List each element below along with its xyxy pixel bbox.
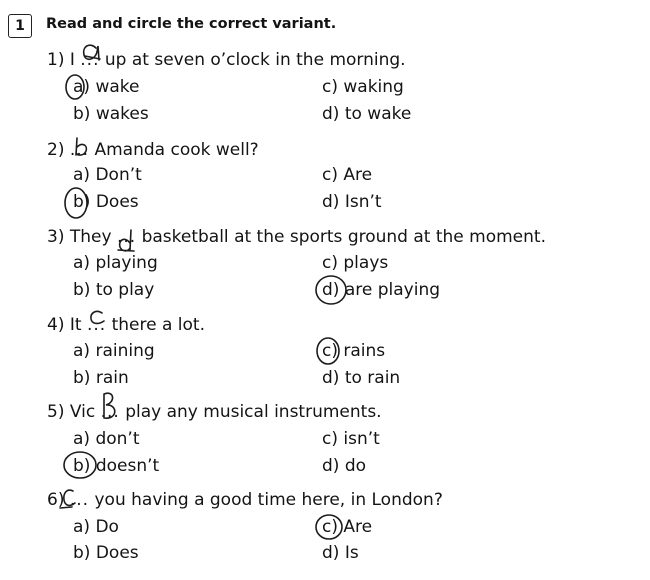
option-1b: b) wakes	[73, 104, 149, 124]
handwritten-letter-c	[60, 490, 75, 508]
answer-circle-2b	[65, 188, 87, 218]
option-2c: c) Are	[322, 165, 373, 185]
option-5c: c) isn’t	[322, 429, 380, 449]
question-text-before: I	[69, 50, 81, 70]
question-number: 1)	[47, 50, 65, 70]
question-text-after: you having a good time here, in London?	[89, 490, 443, 510]
option-5d: d) do	[322, 456, 367, 476]
option-6a: a) Do	[73, 517, 119, 537]
option-1d: d) to wake	[322, 104, 412, 124]
question-number: 4)	[47, 315, 65, 335]
option-5b: b) doesn’t	[73, 456, 160, 476]
question-text-before: They	[69, 227, 117, 247]
question-number: 6)	[47, 490, 65, 510]
option-6b: b) Does	[73, 543, 139, 563]
answer-blank: ...	[86, 315, 107, 335]
handwritten-letter-b	[76, 138, 86, 155]
task-number-badge: 1	[8, 14, 32, 38]
option-1c: c) waking	[322, 77, 404, 97]
handwritten-letter-d	[118, 230, 134, 251]
answer-circle-6c	[316, 515, 342, 539]
question-text-after: play any musical instruments.	[119, 402, 382, 422]
option-4b: b) rain	[73, 368, 129, 388]
answer-circle-3d	[316, 276, 346, 304]
option-3c: c) plays	[322, 253, 389, 273]
option-5a: a) don’t	[73, 429, 140, 449]
question-number: 5)	[47, 402, 65, 422]
question-text-after: up at seven o’clock in the morning.	[99, 50, 406, 70]
task-instruction: Read and circle the correct variant.	[46, 16, 337, 32]
question-number: 2)	[47, 140, 65, 160]
option-4c: c) rains	[322, 341, 386, 361]
answer-blank: ...	[80, 50, 100, 70]
question-text-before: It	[69, 315, 87, 335]
answer-blank: ...	[100, 402, 120, 422]
option-3d: d) are playing	[322, 280, 441, 300]
option-2b: b) Does	[73, 192, 139, 212]
option-6d: d) Is	[322, 543, 359, 563]
answer-circle-5b	[64, 452, 96, 478]
answer-circle-4c	[317, 338, 339, 364]
question-number: 3)	[47, 227, 65, 247]
option-2a: a) Don’t	[73, 165, 142, 185]
handwritten-letter-a	[84, 45, 100, 60]
handwritten-letter-b	[104, 393, 115, 418]
option-3a: a) playing	[73, 253, 158, 273]
question-text-before: Vic	[69, 402, 101, 422]
option-3b: b) to play	[73, 280, 155, 300]
option-4d: d) to rain	[322, 368, 401, 388]
handwritten-letter-c	[91, 311, 104, 323]
question-text-after: Amanda cook well?	[89, 140, 259, 160]
question-text-after: there a lot.	[106, 315, 205, 335]
answer-blank: ...	[69, 490, 90, 510]
answer-circle-1a	[66, 75, 84, 99]
answer-blank: ...	[69, 140, 90, 160]
question-text-after: basketball at the sports ground at the moment.	[136, 227, 546, 247]
option-6c: c) Are	[322, 517, 373, 537]
option-1a: a) wake	[73, 77, 140, 97]
option-2d: d) Isn’t	[322, 192, 382, 212]
option-4a: a) raining	[73, 341, 155, 361]
answer-blank: ...	[116, 227, 137, 247]
